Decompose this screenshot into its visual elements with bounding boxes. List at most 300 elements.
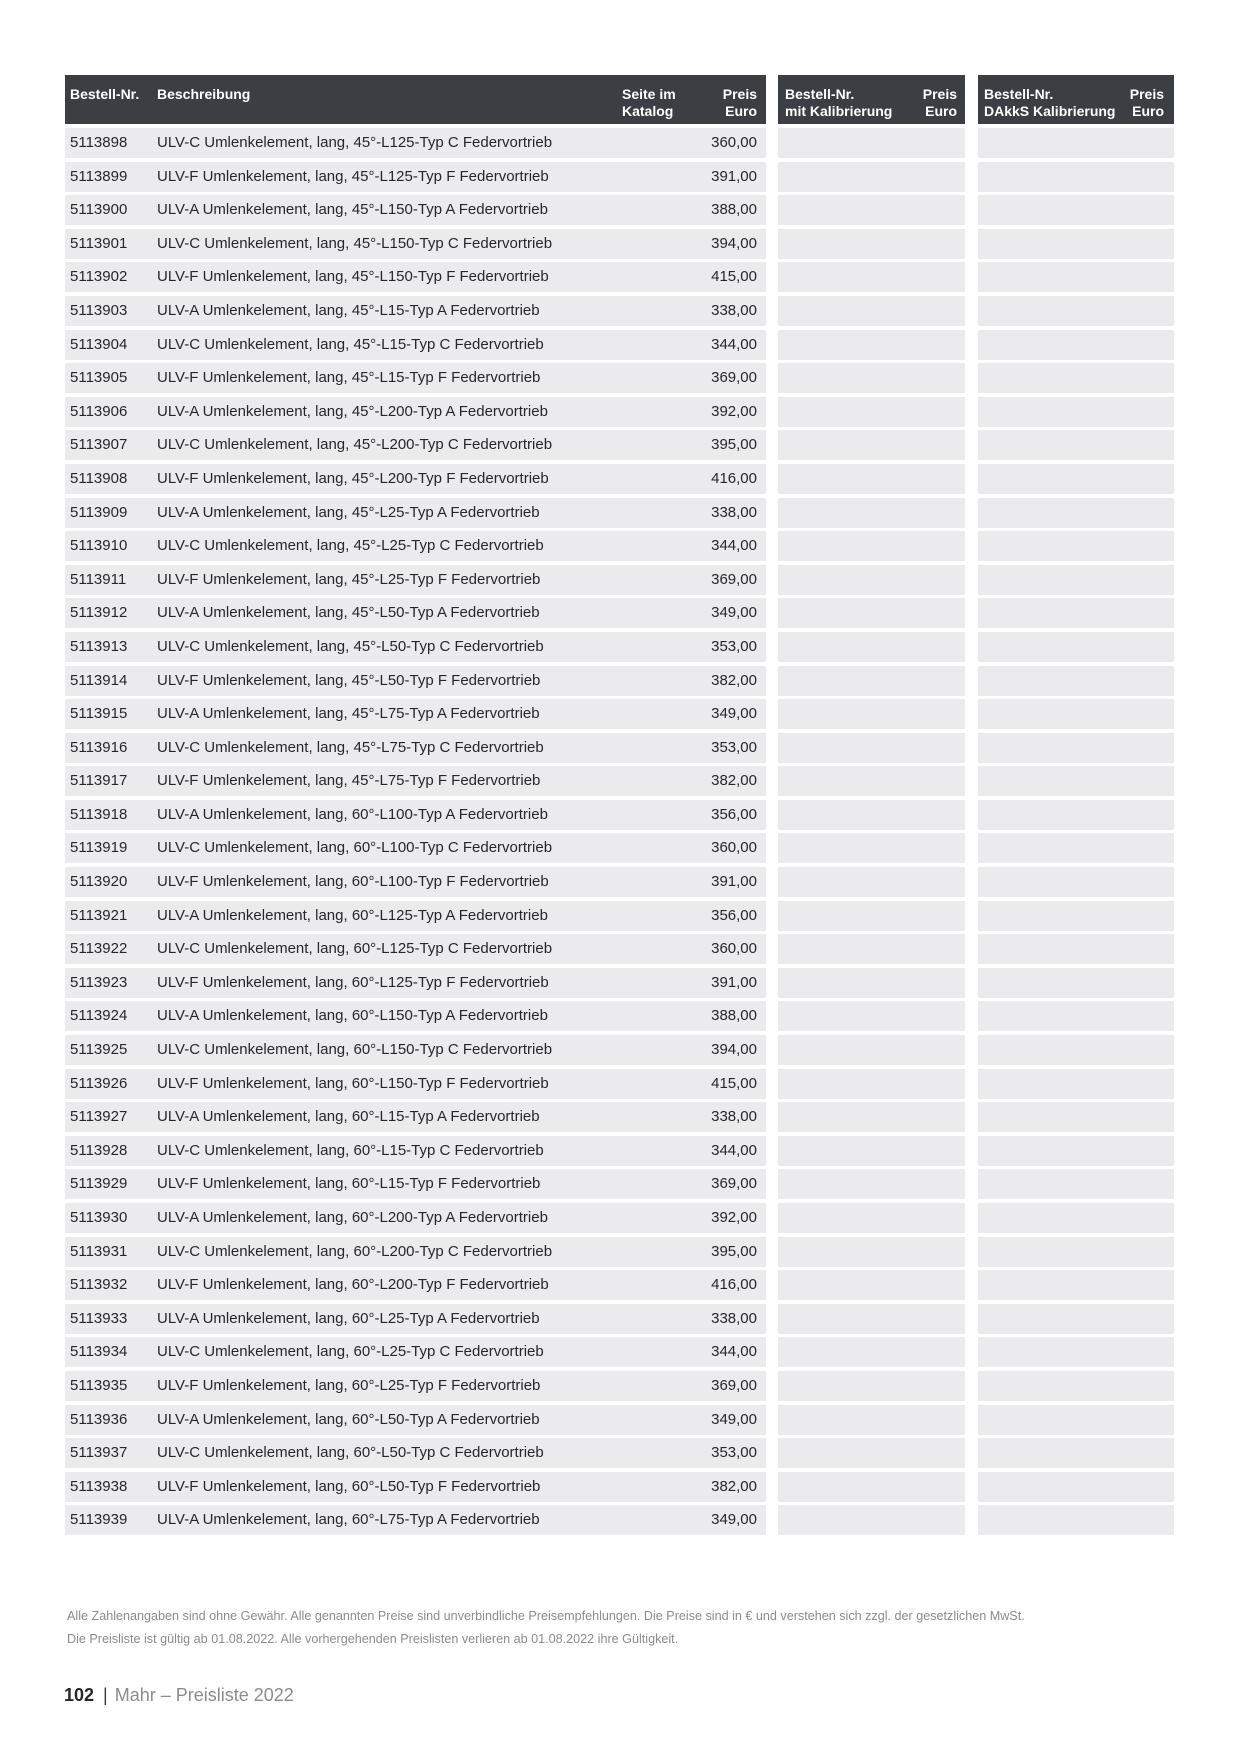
table-row xyxy=(65,262,1174,292)
row-main-cells xyxy=(65,833,766,863)
bestell-nr-cell: 5113923 xyxy=(70,973,128,991)
table-row xyxy=(65,565,1174,595)
table-row xyxy=(65,296,1174,326)
header-seite-line2: Katalog xyxy=(622,103,674,119)
row-dakks-cells xyxy=(978,1237,1174,1267)
row-kalibrierung-cells xyxy=(778,1438,965,1468)
table-row xyxy=(65,1505,1174,1535)
row-kalibrierung-cells xyxy=(778,531,965,561)
row-main-cells xyxy=(65,1270,766,1300)
beschreibung-cell: ULV-A Umlenkelement, lang, 45°-L25-Typ A Federvortrieb xyxy=(157,503,540,521)
row-kalibrierung-cells xyxy=(778,330,965,360)
beschreibung-cell: ULV-F Umlenkelement, lang, 45°-L50-Typ F Federvortrieb xyxy=(157,671,541,689)
table-row xyxy=(65,1136,1174,1166)
header-preis-euro xyxy=(723,86,757,120)
preis-cell: 369,00 xyxy=(711,570,757,588)
row-main-cells xyxy=(65,363,766,393)
row-kalibrierung-cells xyxy=(778,934,965,964)
header-kal-nr-line1: Bestell-Nr. xyxy=(785,86,855,102)
bestell-nr-cell: 5113928 xyxy=(70,1141,128,1159)
beschreibung-cell: ULV-C Umlenkelement, lang, 60°-L200-Typ C Federvortrieb xyxy=(157,1242,553,1260)
preis-cell: 349,00 xyxy=(711,1410,757,1428)
beschreibung-cell: ULV-A Umlenkelement, lang, 60°-L125-Typ A Federvortrieb xyxy=(157,906,548,924)
beschreibung-cell: ULV-A Umlenkelement, lang, 60°-L50-Typ A Federvortrieb xyxy=(157,1410,540,1428)
preis-cell: 344,00 xyxy=(711,537,757,555)
row-main-cells xyxy=(65,430,766,460)
header-bestell-nr-label: Bestell-Nr. xyxy=(70,86,140,102)
row-kalibrierung-cells xyxy=(778,1102,965,1132)
preis-cell: 360,00 xyxy=(711,839,757,857)
bestell-nr-cell: 5113926 xyxy=(70,1074,128,1092)
preis-cell: 392,00 xyxy=(711,1209,757,1226)
header-seite-im-katalog xyxy=(622,86,676,120)
preis-cell: 344,00 xyxy=(711,1141,757,1159)
row-dakks-cells xyxy=(978,901,1174,931)
beschreibung-cell: ULV-F Umlenkelement, lang, 45°-L15-Typ F Federvortrieb xyxy=(157,369,541,387)
beschreibung-cell: ULV-C Umlenkelement, lang, 45°-L15-Typ C Federvortrieb xyxy=(157,335,544,353)
preis-cell: 338,00 xyxy=(711,1309,757,1327)
row-kalibrierung-cells xyxy=(778,498,965,528)
bestell-nr-cell: 5113924 xyxy=(70,1007,128,1025)
main-header-block xyxy=(65,75,766,124)
bestell-nr-cell: 5113903 xyxy=(70,301,128,319)
table-row xyxy=(65,162,1174,192)
beschreibung-cell: ULV-F Umlenkelement, lang, 60°-L200-Typ F Federvortrieb xyxy=(157,1276,549,1294)
row-dakks-cells xyxy=(978,1136,1174,1166)
beschreibung-cell: ULV-C Umlenkelement, lang, 60°-L150-Typ C Federvortrieb xyxy=(157,1041,553,1059)
row-dakks-cells xyxy=(978,1505,1174,1535)
bestell-nr-cell: 5113932 xyxy=(70,1276,128,1294)
preis-cell: 391,00 xyxy=(711,167,757,185)
row-kalibrierung-cells xyxy=(778,1001,965,1031)
header-dakks-nr-line1: Bestell-Nr. xyxy=(984,86,1054,102)
row-kalibrierung-cells xyxy=(778,1337,965,1367)
bestell-nr-cell: 5113910 xyxy=(70,537,128,555)
beschreibung-cell: ULV-A Umlenkelement, lang, 60°-L25-Typ A Federvortrieb xyxy=(157,1309,540,1327)
row-kalibrierung-cells xyxy=(778,598,965,628)
table-row xyxy=(65,934,1174,964)
row-dakks-cells xyxy=(978,833,1174,863)
beschreibung-cell: ULV-A Umlenkelement, lang, 60°-L150-Typ A Federvortrieb xyxy=(157,1007,548,1025)
row-dakks-cells xyxy=(978,766,1174,796)
row-dakks-cells xyxy=(978,330,1174,360)
beschreibung-cell: ULV-F Umlenkelement, lang, 60°-L100-Typ F Federvortrieb xyxy=(157,873,549,891)
row-kalibrierung-cells xyxy=(778,1203,965,1233)
row-main-cells xyxy=(65,195,766,225)
bestell-nr-cell: 5113930 xyxy=(70,1209,128,1226)
preis-cell: 382,00 xyxy=(711,772,757,790)
row-kalibrierung-cells xyxy=(778,1304,965,1334)
row-kalibrierung-cells xyxy=(778,766,965,796)
bestell-nr-cell: 5113933 xyxy=(70,1309,128,1327)
preis-cell: 416,00 xyxy=(711,1276,757,1294)
row-kalibrierung-cells xyxy=(778,1069,965,1099)
row-main-cells xyxy=(65,666,766,696)
disclaimer-line-1: Alle Zahlenangaben sind ohne Gewähr. Alle genannten Preise sind unverbindliche Preisempfehlungen. Die Preise sind in € und verstehen sich zzgl. der gesetzlichen MwSt. xyxy=(67,1609,1025,1623)
preis-cell: 388,00 xyxy=(711,201,757,219)
row-main-cells xyxy=(65,1438,766,1468)
preis-cell: 353,00 xyxy=(711,738,757,756)
row-dakks-cells xyxy=(978,128,1174,158)
preis-cell: 392,00 xyxy=(711,402,757,420)
preis-cell: 338,00 xyxy=(711,503,757,521)
beschreibung-cell: ULV-F Umlenkelement, lang, 45°-L125-Typ F Federvortrieb xyxy=(157,167,549,185)
table-row xyxy=(65,1270,1174,1300)
bestell-nr-cell: 5113898 xyxy=(70,134,128,151)
beschreibung-cell: ULV-F Umlenkelement, lang, 60°-L25-Typ F Federvortrieb xyxy=(157,1376,541,1394)
row-kalibrierung-cells xyxy=(778,1035,965,1065)
row-main-cells xyxy=(65,1169,766,1199)
row-dakks-cells xyxy=(978,1035,1174,1065)
bestell-nr-cell: 5113920 xyxy=(70,873,128,891)
row-kalibrierung-cells xyxy=(778,128,965,158)
row-dakks-cells xyxy=(978,397,1174,427)
preis-cell: 415,00 xyxy=(711,1074,757,1092)
table-row xyxy=(65,867,1174,897)
beschreibung-cell: ULV-C Umlenkelement, lang, 45°-L25-Typ C Federvortrieb xyxy=(157,537,544,555)
row-dakks-cells xyxy=(978,1203,1174,1233)
row-main-cells xyxy=(65,397,766,427)
beschreibung-cell: ULV-C Umlenkelement, lang, 45°-L50-Typ C Federvortrieb xyxy=(157,637,544,655)
table-row xyxy=(65,1069,1174,1099)
row-kalibrierung-cells xyxy=(778,1270,965,1300)
row-main-cells xyxy=(65,565,766,595)
row-dakks-cells xyxy=(978,1438,1174,1468)
bestell-nr-cell: 5113911 xyxy=(70,570,127,588)
row-kalibrierung-cells xyxy=(778,464,965,494)
row-dakks-cells xyxy=(978,498,1174,528)
row-kalibrierung-cells xyxy=(778,1505,965,1535)
beschreibung-cell: ULV-C Umlenkelement, lang, 60°-L125-Typ C Federvortrieb xyxy=(157,940,553,958)
row-main-cells xyxy=(65,699,766,729)
row-kalibrierung-cells xyxy=(778,968,965,998)
row-main-cells xyxy=(65,1069,766,1099)
preis-cell: 382,00 xyxy=(711,671,757,689)
bestell-nr-cell: 5113904 xyxy=(70,335,128,353)
beschreibung-cell: ULV-F Umlenkelement, lang, 45°-L200-Typ F Federvortrieb xyxy=(157,469,549,487)
page-number: 102 xyxy=(64,1685,95,1705)
table-row xyxy=(65,1438,1174,1468)
row-main-cells xyxy=(65,1237,766,1267)
table-row xyxy=(65,1371,1174,1401)
row-kalibrierung-cells xyxy=(778,229,965,259)
beschreibung-cell: ULV-C Umlenkelement, lang, 45°-L125-Typ C Federvortrieb xyxy=(157,134,553,151)
row-dakks-cells xyxy=(978,1270,1174,1300)
row-kalibrierung-cells xyxy=(778,397,965,427)
row-dakks-cells xyxy=(978,867,1174,897)
row-dakks-cells xyxy=(978,1472,1174,1502)
row-main-cells xyxy=(65,766,766,796)
row-dakks-cells xyxy=(978,531,1174,561)
row-dakks-cells xyxy=(978,430,1174,460)
row-kalibrierung-cells xyxy=(778,430,965,460)
bestell-nr-cell: 5113937 xyxy=(70,1444,128,1462)
row-dakks-cells xyxy=(978,598,1174,628)
table-row xyxy=(65,901,1174,931)
row-main-cells xyxy=(65,1102,766,1132)
page-footer xyxy=(64,1683,294,1707)
bestell-nr-cell: 5113936 xyxy=(70,1410,128,1428)
table-row xyxy=(65,363,1174,393)
preis-cell: 394,00 xyxy=(711,234,757,252)
row-main-cells xyxy=(65,162,766,192)
row-main-cells xyxy=(65,1472,766,1502)
preis-cell: 349,00 xyxy=(711,1511,757,1529)
table-row xyxy=(65,330,1174,360)
row-dakks-cells xyxy=(978,162,1174,192)
preis-cell: 360,00 xyxy=(711,940,757,958)
row-dakks-cells xyxy=(978,296,1174,326)
preis-cell: 344,00 xyxy=(711,335,757,353)
bestell-nr-cell: 5113938 xyxy=(70,1477,128,1495)
row-main-cells xyxy=(65,1505,766,1535)
row-dakks-cells xyxy=(978,262,1174,292)
table-row xyxy=(65,195,1174,225)
table-row xyxy=(65,1304,1174,1334)
footer-separator: | xyxy=(103,1685,108,1705)
table-row xyxy=(65,498,1174,528)
row-dakks-cells xyxy=(978,800,1174,830)
price-table-body xyxy=(65,128,1174,1539)
row-main-cells xyxy=(65,934,766,964)
row-main-cells xyxy=(65,128,766,158)
beschreibung-cell: ULV-A Umlenkelement, lang, 45°-L50-Typ A Federvortrieb xyxy=(157,604,540,622)
table-row xyxy=(65,464,1174,494)
beschreibung-cell: ULV-F Umlenkelement, lang, 45°-L25-Typ F Federvortrieb xyxy=(157,570,541,588)
header-beschreibung xyxy=(157,86,250,103)
row-kalibrierung-cells xyxy=(778,1405,965,1435)
beschreibung-cell: ULV-A Umlenkelement, lang, 45°-L150-Typ A Federvortrieb xyxy=(157,201,548,219)
beschreibung-cell: ULV-F Umlenkelement, lang, 45°-L150-Typ F Federvortrieb xyxy=(157,268,549,286)
row-kalibrierung-cells xyxy=(778,565,965,595)
table-row xyxy=(65,699,1174,729)
beschreibung-cell: ULV-C Umlenkelement, lang, 60°-L100-Typ C Federvortrieb xyxy=(157,839,553,857)
row-dakks-cells xyxy=(978,1069,1174,1099)
row-main-cells xyxy=(65,968,766,998)
table-row xyxy=(65,598,1174,628)
header-kal-nr-line2: mit Kalibrierung xyxy=(785,103,893,119)
bestell-nr-cell: 5113921 xyxy=(70,906,128,924)
row-main-cells xyxy=(65,1337,766,1367)
preis-cell: 356,00 xyxy=(711,906,757,924)
document-title: Mahr – Preisliste 2022 xyxy=(114,1685,294,1705)
header-dakks-preis-line2: Euro xyxy=(1132,103,1164,119)
row-main-cells xyxy=(65,1371,766,1401)
dakks-header-block xyxy=(978,75,1174,124)
bestell-nr-cell: 5113906 xyxy=(70,402,128,420)
row-main-cells xyxy=(65,296,766,326)
table-row xyxy=(65,531,1174,561)
beschreibung-cell: ULV-F Umlenkelement, lang, 60°-L125-Typ F Federvortrieb xyxy=(157,973,549,991)
row-dakks-cells xyxy=(978,195,1174,225)
row-dakks-cells xyxy=(978,1102,1174,1132)
header-beschreibung-label: Beschreibung xyxy=(157,86,251,102)
row-dakks-cells xyxy=(978,632,1174,662)
preis-cell: 369,00 xyxy=(711,1175,757,1193)
preis-cell: 356,00 xyxy=(711,805,757,823)
row-dakks-cells xyxy=(978,968,1174,998)
row-dakks-cells xyxy=(978,934,1174,964)
table-row xyxy=(65,1035,1174,1065)
row-kalibrierung-cells xyxy=(778,800,965,830)
preis-cell: 394,00 xyxy=(711,1041,757,1059)
row-kalibrierung-cells xyxy=(778,363,965,393)
preis-cell: 349,00 xyxy=(711,604,757,622)
beschreibung-cell: ULV-A Umlenkelement, lang, 60°-L100-Typ A Federvortrieb xyxy=(157,805,548,823)
bestell-nr-cell: 5113916 xyxy=(70,738,128,756)
header-kal-preis-euro xyxy=(923,86,957,120)
disclaimer-line-2: Die Preisliste ist gültig ab 01.08.2022. Alle vorhergehenden Preislisten verlieren ab 01.08.2022 ihre Gültigkeit. xyxy=(67,1632,679,1646)
row-main-cells xyxy=(65,800,766,830)
table-row xyxy=(65,430,1174,460)
table-row xyxy=(65,968,1174,998)
row-main-cells xyxy=(65,901,766,931)
table-row xyxy=(65,128,1174,158)
bestell-nr-cell: 5113929 xyxy=(70,1175,128,1193)
row-kalibrierung-cells xyxy=(778,195,965,225)
row-dakks-cells xyxy=(978,1337,1174,1367)
preis-cell: 338,00 xyxy=(711,1108,757,1126)
beschreibung-cell: ULV-F Umlenkelement, lang, 60°-L15-Typ F Federvortrieb xyxy=(157,1175,541,1193)
preis-cell: 415,00 xyxy=(711,268,757,286)
table-row xyxy=(65,733,1174,763)
header-dakks-nr-line2: DAkkS Kalibrierung xyxy=(984,103,1116,119)
row-main-cells xyxy=(65,1203,766,1233)
table-row xyxy=(65,1169,1174,1199)
header-dakks-bestell-nr xyxy=(984,86,1115,120)
row-kalibrierung-cells xyxy=(778,733,965,763)
row-kalibrierung-cells xyxy=(778,1169,965,1199)
header-kal-bestell-nr xyxy=(785,86,892,120)
bestell-nr-cell: 5113918 xyxy=(70,805,128,823)
row-main-cells xyxy=(65,632,766,662)
beschreibung-cell: ULV-A Umlenkelement, lang, 60°-L15-Typ A Federvortrieb xyxy=(157,1108,540,1126)
table-row xyxy=(65,1237,1174,1267)
bestell-nr-cell: 5113927 xyxy=(70,1108,128,1126)
row-main-cells xyxy=(65,1405,766,1435)
table-row xyxy=(65,1102,1174,1132)
header-preis-line1: Preis xyxy=(722,86,757,102)
row-main-cells xyxy=(65,1136,766,1166)
row-main-cells xyxy=(65,1304,766,1334)
preis-cell: 395,00 xyxy=(711,436,757,454)
beschreibung-cell: ULV-C Umlenkelement, lang, 60°-L15-Typ C Federvortrieb xyxy=(157,1141,544,1159)
row-main-cells xyxy=(65,229,766,259)
row-dakks-cells xyxy=(978,1405,1174,1435)
row-dakks-cells xyxy=(978,229,1174,259)
header-kal-preis-line1: Preis xyxy=(922,86,957,102)
table-row xyxy=(65,666,1174,696)
table-row xyxy=(65,1203,1174,1233)
row-main-cells xyxy=(65,598,766,628)
bestell-nr-cell: 5113935 xyxy=(70,1376,128,1394)
row-dakks-cells xyxy=(978,1169,1174,1199)
bestell-nr-cell: 5113900 xyxy=(70,201,128,219)
beschreibung-cell: ULV-A Umlenkelement, lang, 45°-L15-Typ A Federvortrieb xyxy=(157,301,540,319)
bestell-nr-cell: 5113908 xyxy=(70,469,128,487)
header-kal-preis-line2: Euro xyxy=(925,103,957,119)
preis-cell: 353,00 xyxy=(711,637,757,655)
table-row xyxy=(65,397,1174,427)
row-main-cells xyxy=(65,733,766,763)
preis-cell: 369,00 xyxy=(711,369,757,387)
header-seite-line1: Seite im xyxy=(622,86,676,102)
row-kalibrierung-cells xyxy=(778,867,965,897)
preis-cell: 416,00 xyxy=(711,469,757,487)
bestell-nr-cell: 5113913 xyxy=(70,637,128,655)
row-dakks-cells xyxy=(978,733,1174,763)
beschreibung-cell: ULV-F Umlenkelement, lang, 60°-L50-Typ F Federvortrieb xyxy=(157,1477,541,1495)
row-main-cells xyxy=(65,867,766,897)
row-dakks-cells xyxy=(978,464,1174,494)
bestell-nr-cell: 5113909 xyxy=(70,503,128,521)
bestell-nr-cell: 5113899 xyxy=(70,167,128,185)
table-row xyxy=(65,833,1174,863)
beschreibung-cell: ULV-C Umlenkelement, lang, 45°-L75-Typ C Federvortrieb xyxy=(157,738,544,756)
row-dakks-cells xyxy=(978,666,1174,696)
table-row xyxy=(65,229,1174,259)
table-row xyxy=(65,766,1174,796)
row-dakks-cells xyxy=(978,1304,1174,1334)
preis-cell: 391,00 xyxy=(711,973,757,991)
beschreibung-cell: ULV-A Umlenkelement, lang, 45°-L75-Typ A Federvortrieb xyxy=(157,705,540,723)
row-main-cells xyxy=(65,464,766,494)
beschreibung-cell: ULV-C Umlenkelement, lang, 60°-L50-Typ C Federvortrieb xyxy=(157,1444,544,1462)
header-dakks-preis-line1: Preis xyxy=(1129,86,1164,102)
row-kalibrierung-cells xyxy=(778,262,965,292)
bestell-nr-cell: 5113905 xyxy=(70,369,128,387)
row-kalibrierung-cells xyxy=(778,699,965,729)
preis-cell: 344,00 xyxy=(711,1343,757,1361)
row-main-cells xyxy=(65,1001,766,1031)
bestell-nr-cell: 5113931 xyxy=(70,1242,128,1260)
beschreibung-cell: ULV-F Umlenkelement, lang, 60°-L150-Typ F Federvortrieb xyxy=(157,1074,549,1092)
bestell-nr-cell: 5113939 xyxy=(70,1511,128,1529)
row-main-cells xyxy=(65,498,766,528)
price-table-header xyxy=(65,75,1174,124)
preis-cell: 360,00 xyxy=(711,134,757,151)
row-main-cells xyxy=(65,1035,766,1065)
preis-cell: 391,00 xyxy=(711,873,757,891)
row-dakks-cells xyxy=(978,565,1174,595)
row-dakks-cells xyxy=(978,1001,1174,1031)
beschreibung-cell: ULV-A Umlenkelement, lang, 60°-L200-Typ A Federvortrieb xyxy=(157,1209,548,1226)
preis-cell: 395,00 xyxy=(711,1242,757,1260)
row-kalibrierung-cells xyxy=(778,1136,965,1166)
beschreibung-cell: ULV-A Umlenkelement, lang, 45°-L200-Typ A Federvortrieb xyxy=(157,402,548,420)
bestell-nr-cell: 5113907 xyxy=(70,436,128,454)
row-kalibrierung-cells xyxy=(778,901,965,931)
row-dakks-cells xyxy=(978,699,1174,729)
bestell-nr-cell: 5113922 xyxy=(70,940,128,958)
row-main-cells xyxy=(65,262,766,292)
row-kalibrierung-cells xyxy=(778,162,965,192)
bestell-nr-cell: 5113919 xyxy=(70,839,128,857)
row-kalibrierung-cells xyxy=(778,1371,965,1401)
bestell-nr-cell: 5113901 xyxy=(70,234,128,252)
row-kalibrierung-cells xyxy=(778,1472,965,1502)
row-kalibrierung-cells xyxy=(778,632,965,662)
beschreibung-cell: ULV-C Umlenkelement, lang, 45°-L150-Typ C Federvortrieb xyxy=(157,234,553,252)
row-main-cells xyxy=(65,330,766,360)
bestell-nr-cell: 5113917 xyxy=(70,772,128,790)
beschreibung-cell: ULV-C Umlenkelement, lang, 60°-L25-Typ C Federvortrieb xyxy=(157,1343,544,1361)
bestell-nr-cell: 5113915 xyxy=(70,705,128,723)
beschreibung-cell: ULV-F Umlenkelement, lang, 45°-L75-Typ F Federvortrieb xyxy=(157,772,541,790)
disclaimer xyxy=(67,1605,1025,1651)
preis-cell: 382,00 xyxy=(711,1477,757,1495)
row-dakks-cells xyxy=(978,363,1174,393)
